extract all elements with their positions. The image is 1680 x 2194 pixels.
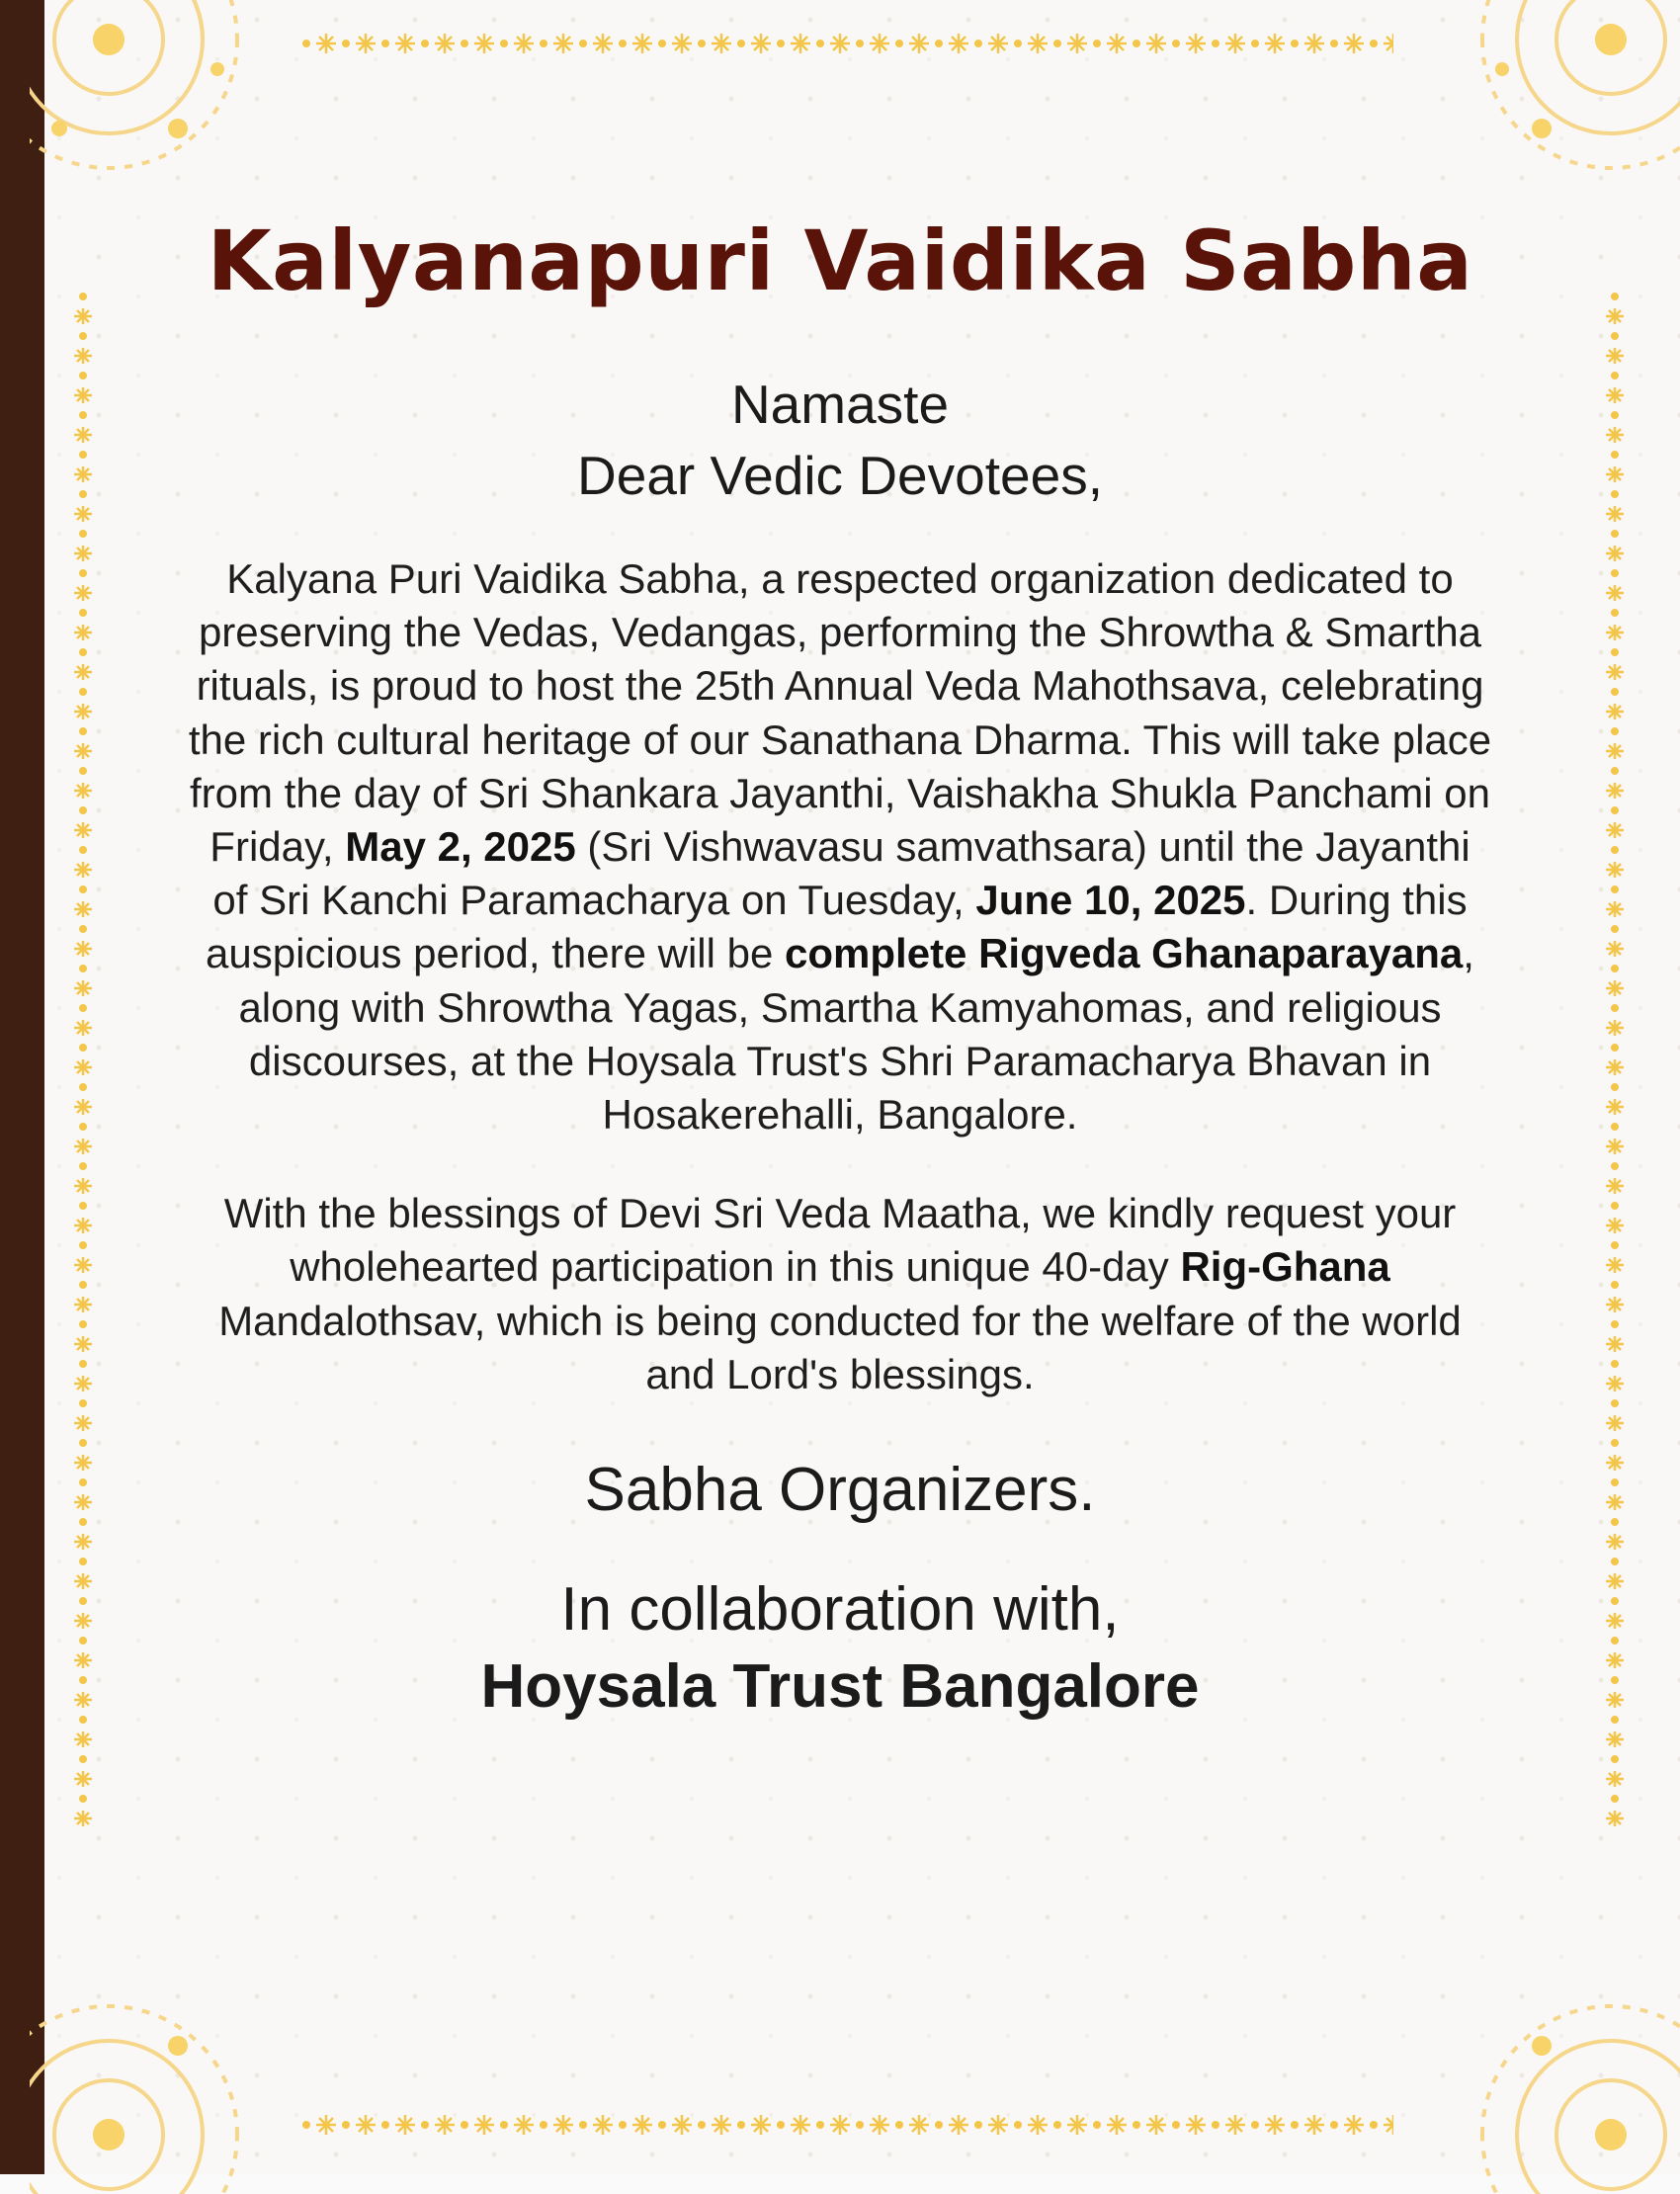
partner-name: Hoysala Trust Bangalore xyxy=(480,1652,1200,1722)
floral-border-icon xyxy=(296,30,1393,57)
announcement-paragraph xyxy=(188,552,1492,1141)
greeting-namaste: Namaste xyxy=(730,374,950,435)
floral-border-icon xyxy=(1603,287,1627,1828)
event-highlight: Rig-Ghana xyxy=(1180,1243,1390,1291)
start-date: May 2, 2025 xyxy=(345,823,576,871)
collaboration-label: In collaboration with, xyxy=(560,1575,1120,1645)
paragraph-text: Mandalothsav, which is being conducted for the welfare of the world and Lord's blessings. xyxy=(218,1297,1462,1397)
collaboration-block xyxy=(178,1571,1502,1726)
greeting-addressee: Dear Vedic Devotees, xyxy=(577,445,1103,506)
end-date: June 10, 2025 xyxy=(975,877,1246,924)
paragraph-text: (Sri Vishwavasu samvathsara) until the Jayanthi of Sri Kanchi Paramacharya on Tuesday, xyxy=(212,823,1470,924)
floral-border-icon xyxy=(71,287,95,1828)
paragraph-text: , along with Shrowtha Yagas, Smartha Kamyahomas, and religious discourses, at the Hoysala Trust's Shri Paramacharya Bhavan in Hosakerehalli, Bangalore. xyxy=(238,930,1474,1139)
side-bar xyxy=(0,0,44,2174)
page-title: Kalyanapuri Vaidika Sabha xyxy=(207,212,1473,309)
mandala-corner-icon xyxy=(30,1898,326,2194)
paragraph-text: Kalyana Puri Vaidika Sabha, a respected organization dedicated to preserving the Vedas, Vedangas, performing the Shrowtha & Smartha rituals, is proud to host the 25th Annual Veda Mahothsava, celebrating the rich cultural heritage of our Sanathana Dharma. This will take place from the day of Sri Shankara Jayanthi, Vaishakha Shukla Panchami on Friday, xyxy=(188,555,1492,871)
greeting xyxy=(178,369,1502,511)
paragraph-text: With the blessings of Devi Sri Veda Maatha, we kindly request your wholehearted participation in this unique 40-day xyxy=(223,1190,1457,1291)
event-highlight: complete Rigveda Ghanaparayana xyxy=(785,930,1464,977)
paragraph-text: . During this auspicious period, there will be xyxy=(206,877,1468,977)
invitation-content xyxy=(178,193,1502,1726)
floral-border-icon xyxy=(296,2111,1393,2139)
sign-off: Sabha Organizers. xyxy=(584,1456,1096,1525)
request-paragraph xyxy=(203,1187,1477,1401)
mandala-corner-icon xyxy=(1393,1898,1680,2194)
